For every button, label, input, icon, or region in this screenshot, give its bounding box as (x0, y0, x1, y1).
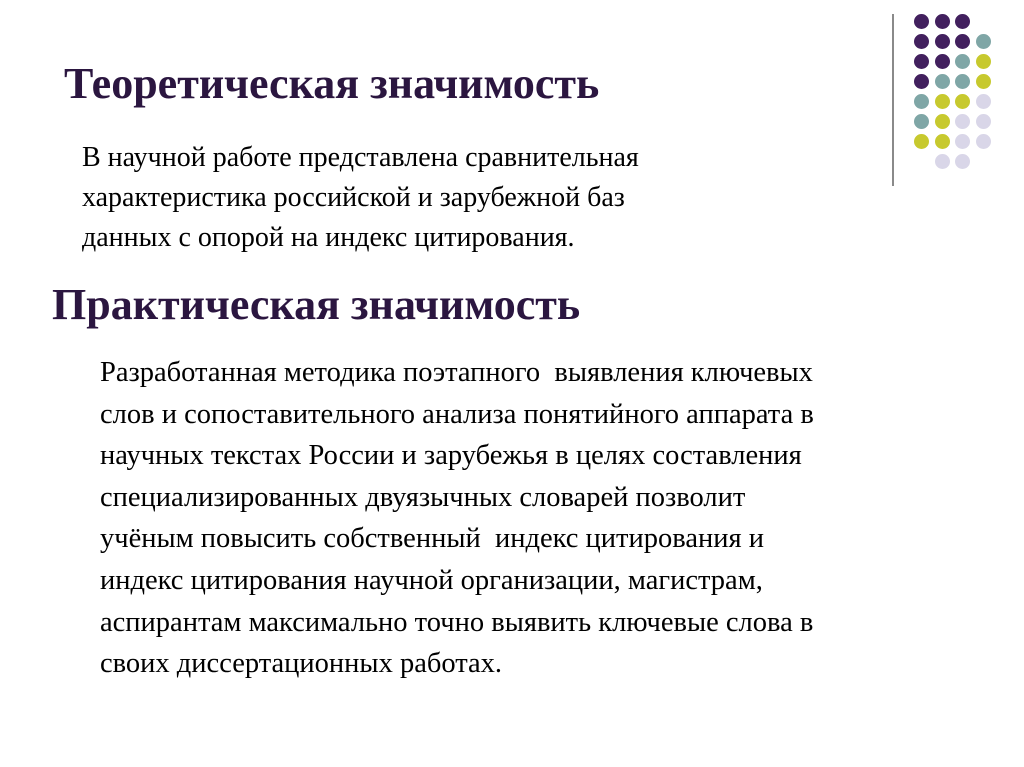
decorative-dot (976, 74, 991, 89)
decorative-dot (955, 134, 970, 149)
decorative-dot (976, 134, 991, 149)
divider-line (892, 14, 894, 186)
decorative-dot (935, 74, 950, 89)
decorative-dot (955, 94, 970, 109)
theory-line: характеристика российской и зарубежной баз (82, 182, 625, 213)
decorative-dot (955, 74, 970, 89)
theory-line: данных с опорой на индекс цитирования. (82, 222, 575, 253)
theory-heading: Теоретическая значимость (64, 59, 600, 108)
decorative-dot (914, 54, 929, 69)
decorative-dot (914, 134, 929, 149)
practice-line: научных текстах России и зарубежья в целях составления (100, 440, 802, 472)
decorative-dot (935, 114, 950, 129)
decorative-dot (935, 34, 950, 49)
practice-heading: Практическая значимость (52, 280, 581, 329)
decorative-dot (976, 114, 991, 129)
decorative-dot (914, 94, 929, 109)
decorative-dot (955, 14, 970, 29)
decorative-dot (914, 74, 929, 89)
practice-line: слов и сопоставительного анализа понятийного аппарата в (100, 398, 814, 430)
decorative-dot (955, 154, 970, 169)
decorative-dot (955, 34, 970, 49)
practice-line: Разработанная методика поэтапного выявления ключевых (100, 357, 813, 388)
decorative-dot (955, 114, 970, 129)
decorative-dot (914, 34, 929, 49)
practice-line: своих диссертационных работах. (100, 648, 503, 680)
decorative-dot (976, 34, 991, 49)
theory-line: В научной работе представлена сравнительная (82, 142, 639, 173)
practice-line: учёным повысить собственный индекс цитирования и (100, 523, 764, 555)
decorative-dot (935, 54, 950, 69)
decorative-dot (976, 94, 991, 109)
decorative-dot (914, 114, 929, 129)
decorative-dot (935, 94, 950, 109)
decorative-dot (935, 134, 950, 149)
practice-line: индекс цитирования научной организации, магистрам, (100, 564, 763, 596)
practice-paragraph (100, 352, 814, 685)
decorative-dot (935, 154, 950, 169)
decorative-dot (955, 54, 970, 69)
decorative-dot (935, 14, 950, 29)
decorative-dot (914, 14, 929, 29)
decorative-dot (976, 54, 991, 69)
theory-paragraph (82, 138, 639, 258)
practice-line: аспирантам максимально точно выявить ключевые слова в (100, 606, 814, 638)
practice-line: специализированных двуязычных словарей позволит (100, 481, 746, 513)
